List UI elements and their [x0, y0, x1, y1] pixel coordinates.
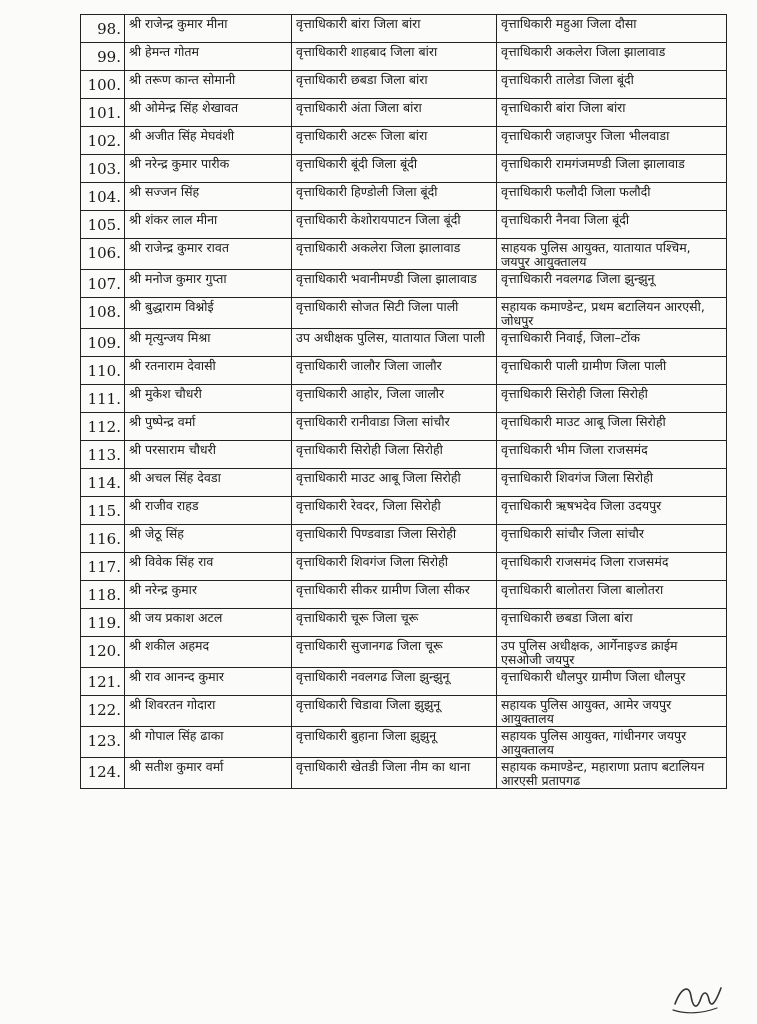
current-posting-cell: वृत्ताधिकारी हिण्डोली जिला बूंदी [292, 183, 497, 211]
new-posting-cell: वृत्ताधिकारी अकलेरा जिला झालावाड [497, 43, 727, 71]
new-posting-cell: वृत्ताधिकारी माउट आबू जिला सिरोही [497, 413, 727, 441]
current-posting-cell: वृत्ताधिकारी केशोरायपाटन जिला बूंदी [292, 211, 497, 239]
new-posting-cell: वृत्ताधिकारी सांचौर जिला सांचौर [497, 525, 727, 553]
serial-number-cell: 98. [81, 15, 125, 43]
table-row [81, 413, 727, 441]
officer-name-cell: श्री हेमन्त गोतम [125, 43, 292, 71]
serial-number-cell: 122. [81, 696, 125, 727]
current-posting-cell: वृत्ताधिकारी रेवदर, जिला सिरोही [292, 497, 497, 525]
new-posting-cell: सहायक पुलिस आयुक्त, आमेर जयपुर आयुक्तालय [497, 696, 727, 727]
new-posting-cell: वृत्ताधिकारी सिरोही जिला सिरोही [497, 385, 727, 413]
officer-name-cell: श्री जय प्रकाश अटल [125, 609, 292, 637]
current-posting-cell: वृत्ताधिकारी सोजत सिटी जिला पाली [292, 298, 497, 329]
handwritten-signature [667, 974, 727, 1018]
new-posting-cell: वृत्ताधिकारी फलौदी जिला फलौदी [497, 183, 727, 211]
serial-number-cell: 104. [81, 183, 125, 211]
table-row [81, 581, 727, 609]
new-posting-cell: वृत्ताधिकारी जहाजपुर जिला भीलवाडा [497, 127, 727, 155]
officer-name-cell: श्री रतनाराम देवासी [125, 357, 292, 385]
table-row [81, 441, 727, 469]
current-posting-cell: वृत्ताधिकारी सीकर ग्रामीण जिला सीकर [292, 581, 497, 609]
current-posting-cell: वृत्ताधिकारी शाहबाद जिला बांरा [292, 43, 497, 71]
current-posting-cell: उप अधीक्षक पुलिस, यातायात जिला पाली [292, 329, 497, 357]
serial-number-cell: 114. [81, 469, 125, 497]
new-posting-cell: सहायक कमाण्डेन्ट, प्रथम बटालियन आरएसी, जोधपुर [497, 298, 727, 329]
new-posting-cell: उप पुलिस अधीक्षक, आर्गेनाइज्ड क्राईम एसओजी जयपुर [497, 637, 727, 668]
current-posting-cell: वृत्ताधिकारी बूंदी जिला बूंदी [292, 155, 497, 183]
officer-name-cell: श्री राजेन्द्र कुमार रावत [125, 239, 292, 270]
officer-name-cell: श्री शंकर लाल मीना [125, 211, 292, 239]
serial-number-cell: 124. [81, 758, 125, 789]
new-posting-cell: वृत्ताधिकारी निवाई, जिला–टोंक [497, 329, 727, 357]
serial-number-cell: 102. [81, 127, 125, 155]
table-row [81, 155, 727, 183]
new-posting-cell: वृत्ताधिकारी ऋषभदेव जिला उदयपुर [497, 497, 727, 525]
current-posting-cell: वृत्ताधिकारी चूरू जिला चूरू [292, 609, 497, 637]
current-posting-cell: वृत्ताधिकारी माउट आबू जिला सिरोही [292, 469, 497, 497]
new-posting-cell: सहायक पुलिस आयुक्त, गांधीनगर जयपुर आयुक्तालय [497, 727, 727, 758]
serial-number-cell: 117. [81, 553, 125, 581]
officer-name-cell: श्री नरेन्द्र कुमार [125, 581, 292, 609]
new-posting-cell: वृत्ताधिकारी धौलपुर ग्रामीण जिला धौलपुर [497, 668, 727, 696]
officer-name-cell: श्री राजेन्द्र कुमार मीना [125, 15, 292, 43]
new-posting-cell: वृत्ताधिकारी महुआ जिला दौसा [497, 15, 727, 43]
serial-number-cell: 115. [81, 497, 125, 525]
officer-name-cell: श्री विवेक सिंह राव [125, 553, 292, 581]
table-row [81, 497, 727, 525]
officer-name-cell: श्री पुष्पेन्द्र वर्मा [125, 413, 292, 441]
new-posting-cell: वृत्ताधिकारी बांरा जिला बांरा [497, 99, 727, 127]
serial-number-cell: 109. [81, 329, 125, 357]
current-posting-cell: वृत्ताधिकारी जालौर जिला जालौर [292, 357, 497, 385]
new-posting-cell: साहयक पुलिस आयुक्त, यातायात पश्चिम, जयपुर आयुक्तालय [497, 239, 727, 270]
table-row [81, 727, 727, 758]
table-row [81, 15, 727, 43]
officer-name-cell: श्री राव आनन्द कुमार [125, 668, 292, 696]
current-posting-cell: वृत्ताधिकारी नवलगढ जिला झुन्झुनू [292, 668, 497, 696]
transfer-table [80, 14, 727, 789]
serial-number-cell: 101. [81, 99, 125, 127]
new-posting-cell: वृत्ताधिकारी राजसमंद जिला राजसमंद [497, 553, 727, 581]
officer-name-cell: श्री बुद्धाराम विश्नोई [125, 298, 292, 329]
officer-name-cell: श्री तरूण कान्त सोमानी [125, 71, 292, 99]
new-posting-cell: वृत्ताधिकारी रामगंजमण्डी जिला झालावाड [497, 155, 727, 183]
table-row [81, 239, 727, 270]
serial-number-cell: 120. [81, 637, 125, 668]
serial-number-cell: 106. [81, 239, 125, 270]
officer-name-cell: श्री जेठू सिंह [125, 525, 292, 553]
new-posting-cell: वृत्ताधिकारी नवलगढ जिला झुन्झुनू [497, 270, 727, 298]
serial-number-cell: 111. [81, 385, 125, 413]
officer-name-cell: श्री मनोज कुमार गुप्ता [125, 270, 292, 298]
table-row [81, 553, 727, 581]
table-row [81, 270, 727, 298]
table-row [81, 637, 727, 668]
new-posting-cell: वृत्ताधिकारी छबडा जिला बांरा [497, 609, 727, 637]
new-posting-cell: वृत्ताधिकारी तालेडा जिला बूंदी [497, 71, 727, 99]
officer-name-cell: श्री अचल सिंह देवडा [125, 469, 292, 497]
table-row [81, 668, 727, 696]
officer-name-cell: श्री ओमेन्द्र सिंह शेखावत [125, 99, 292, 127]
current-posting-cell: वृत्ताधिकारी पिण्डवाडा जिला सिरोही [292, 525, 497, 553]
table-row [81, 183, 727, 211]
current-posting-cell: वृत्ताधिकारी चिडावा जिला झुझुनू [292, 696, 497, 727]
officer-name-cell: श्री शिवरतन गोदारा [125, 696, 292, 727]
officer-name-cell: श्री परसाराम चौधरी [125, 441, 292, 469]
table-row [81, 99, 727, 127]
table-row [81, 469, 727, 497]
serial-number-cell: 123. [81, 727, 125, 758]
officer-name-cell: श्री मुकेश चौधरी [125, 385, 292, 413]
serial-number-cell: 112. [81, 413, 125, 441]
serial-number-cell: 110. [81, 357, 125, 385]
officer-name-cell: श्री अजीत सिंह मेघवंशी [125, 127, 292, 155]
serial-number-cell: 100. [81, 71, 125, 99]
current-posting-cell: वृत्ताधिकारी अकलेरा जिला झालावाड [292, 239, 497, 270]
serial-number-cell: 103. [81, 155, 125, 183]
table-row [81, 43, 727, 71]
table-row [81, 211, 727, 239]
new-posting-cell: वृत्ताधिकारी पाली ग्रामीण जिला पाली [497, 357, 727, 385]
current-posting-cell: वृत्ताधिकारी अटरू जिला बांरा [292, 127, 497, 155]
table-row [81, 525, 727, 553]
current-posting-cell: वृत्ताधिकारी बांरा जिला बांरा [292, 15, 497, 43]
serial-number-cell: 113. [81, 441, 125, 469]
serial-number-cell: 107. [81, 270, 125, 298]
table-row [81, 71, 727, 99]
current-posting-cell: वृत्ताधिकारी रानीवाडा जिला सांचौर [292, 413, 497, 441]
table-row [81, 329, 727, 357]
serial-number-cell: 116. [81, 525, 125, 553]
serial-number-cell: 118. [81, 581, 125, 609]
table-row [81, 609, 727, 637]
table-row [81, 357, 727, 385]
officer-name-cell: श्री गोपाल सिंह ढाका [125, 727, 292, 758]
serial-number-cell: 99. [81, 43, 125, 71]
officer-name-cell: श्री राजीव राहड [125, 497, 292, 525]
current-posting-cell: वृत्ताधिकारी छबडा जिला बांरा [292, 71, 497, 99]
officer-name-cell: श्री सज्जन सिंह [125, 183, 292, 211]
current-posting-cell: वृत्ताधिकारी सिरोही जिला सिरोही [292, 441, 497, 469]
table-row [81, 696, 727, 727]
current-posting-cell: वृत्ताधिकारी शिवगंज जिला सिरोही [292, 553, 497, 581]
new-posting-cell: वृत्ताधिकारी शिवगंज जिला सिरोही [497, 469, 727, 497]
serial-number-cell: 121. [81, 668, 125, 696]
current-posting-cell: वृत्ताधिकारी आहोर, जिला जालौर [292, 385, 497, 413]
table-row [81, 385, 727, 413]
new-posting-cell: सहायक कमाण्डेन्ट, महाराणा प्रताप बटालियन आरएसी प्रतापगढ [497, 758, 727, 789]
officer-name-cell: श्री सतीश कुमार वर्मा [125, 758, 292, 789]
officer-name-cell: श्री नरेन्द्र कुमार पारीक [125, 155, 292, 183]
current-posting-cell: वृत्ताधिकारी खेतडी जिला नीम का थाना [292, 758, 497, 789]
officer-name-cell: श्री शकील अहमद [125, 637, 292, 668]
current-posting-cell: वृत्ताधिकारी भवानीमण्डी जिला झालावाड [292, 270, 497, 298]
transfer-table-body [81, 15, 727, 789]
serial-number-cell: 105. [81, 211, 125, 239]
table-row [81, 298, 727, 329]
table-row [81, 127, 727, 155]
serial-number-cell: 108. [81, 298, 125, 329]
current-posting-cell: वृत्ताधिकारी अंता जिला बांरा [292, 99, 497, 127]
current-posting-cell: वृत्ताधिकारी सुजानगढ जिला चूरू [292, 637, 497, 668]
table-row [81, 758, 727, 789]
current-posting-cell: वृत्ताधिकारी बुहाना जिला झुझुनू [292, 727, 497, 758]
officer-name-cell: श्री मृत्युन्जय मिश्रा [125, 329, 292, 357]
new-posting-cell: वृत्ताधिकारी नैनवा जिला बूंदी [497, 211, 727, 239]
new-posting-cell: वृत्ताधिकारी भीम जिला राजसमंद [497, 441, 727, 469]
serial-number-cell: 119. [81, 609, 125, 637]
new-posting-cell: वृत्ताधिकारी बालोतरा जिला बालोतरा [497, 581, 727, 609]
